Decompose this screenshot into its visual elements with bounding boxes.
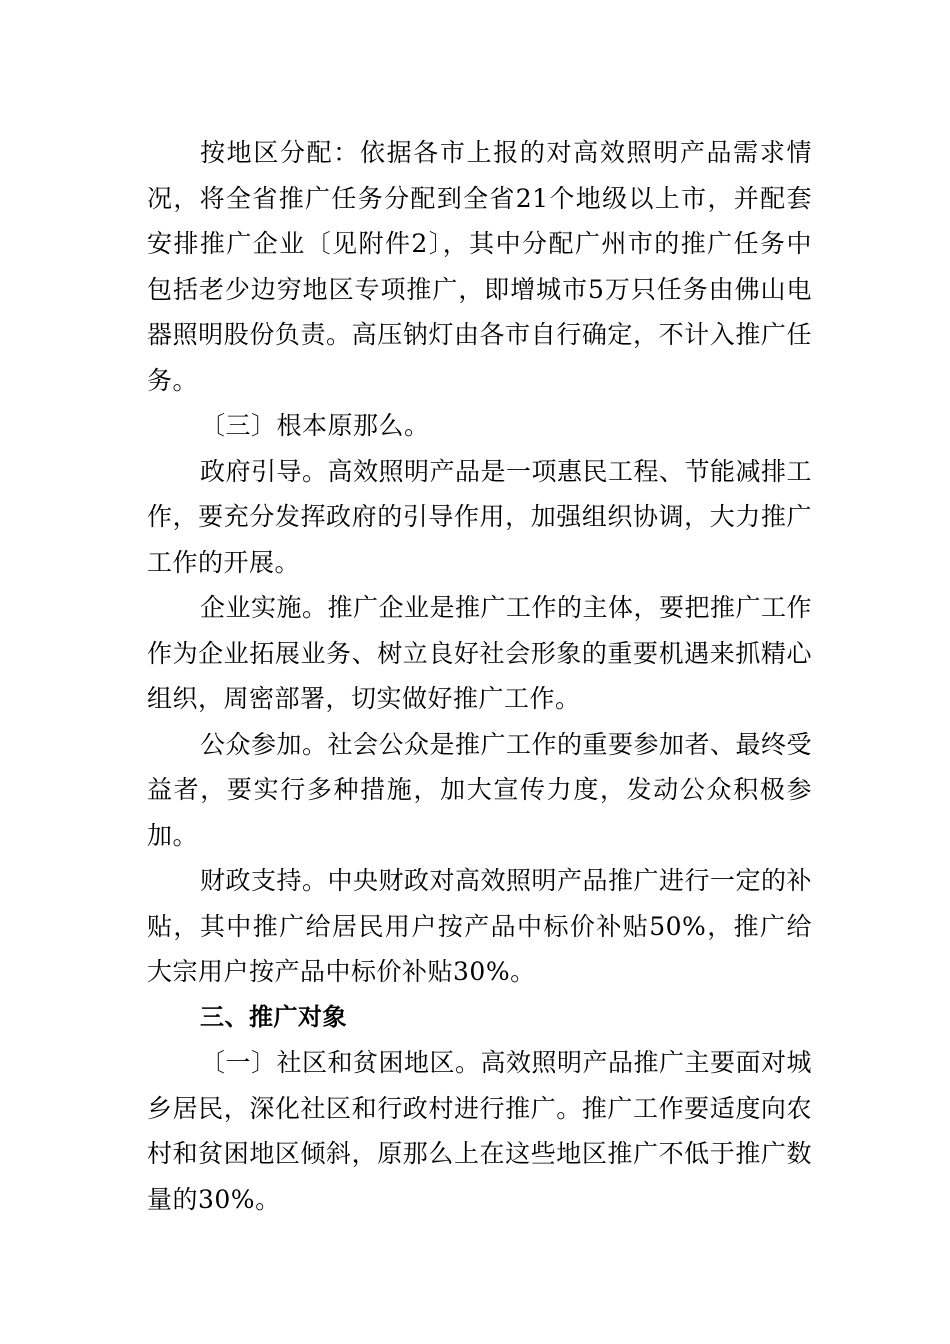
paragraph-financial-support: 财政支持。中央财政对高效照明产品推广进行一定的补贴，其中推广给居民用户按产品中标价补贴50%，推广给大宗用户按产品中标价补贴30%。	[147, 866, 813, 986]
paragraph-public-participation: 公众参加。社会公众是推广工作的重要参加者、最终受益者，要实行多种措施，加大宣传力度，发动公众积极参加。	[147, 729, 813, 850]
paragraph-government-guidance: 政府引导。高效照明产品是一项惠民工程、节能减排工作，要充分发挥政府的引导作用，加强组织协调，大力推广工作的开展。	[147, 456, 813, 577]
section-heading-promotion-targets: 三、推广对象	[200, 1002, 347, 1031]
paragraph-communities-poor-areas: 〔一〕社区和贫困地区。高效照明产品推广主要面对城乡居民，深化社区和行政村进行推广。推广工作要适度向农村和贫困地区倾斜，原那么上在这些地区推广不低于推广数量的30%。	[147, 1048, 813, 1214]
paragraph-enterprise-implementation: 企业实施。推广企业是推广工作的主体，要把推广工作作为企业拓展业务、树立良好社会形象的重要机遇来抓精心组织，周密部署，切实做好推广工作。	[147, 593, 813, 713]
paragraph-regional-allocation: 按地区分配：依据各市上报的对高效照明产品需求情况，将全省推广任务分配到全省21个地级以上市，并配套安排推广企业〔见附件2〕，其中分配广州市的推广任务中包括老少边穷地区专项推广，即增城市5万只任务由佛山电器照明股份负责。高压钠灯由各市自行确定，不计入推广任务。	[147, 138, 812, 395]
document-body	[147, 130, 812, 1222]
section-heading-basic-principles: 〔三〕根本原那么。	[200, 411, 430, 440]
